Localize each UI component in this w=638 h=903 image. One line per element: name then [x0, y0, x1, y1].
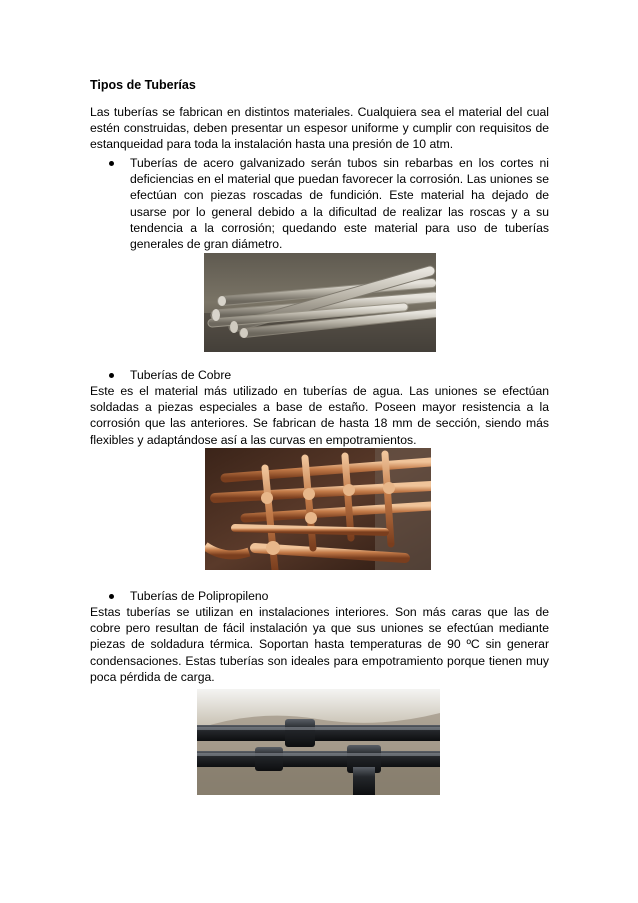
polypropylene-paragraph: Estas tuberías se utilizan en instalaciones interiores. Son más caras que las de cobre pero resultan de fácil instalación ya que sus uniones se efectúan mediante piezas de soldadura térmica. Soportan hasta temperaturas de 90 ºC sin generar condensaciones. Estas tuberías son ideales para empotramiento porque tienen muy poca pérdida de carga. [90, 605, 549, 684]
bullet-steel-text: Tuberías de acero galvanizado serán tubos sin rebarbas en los cortes ni deficiencias en el material que puedan favorecer la corrosión. Las uniones se efectúan con piezas roscadas de fundición. Este material ha dejado de usarse por lo general debido a la dificultad de realizar las roscas y a su tendencia a la corrosión; quedando este material para uso de tuberías generales de gran diámetro. [130, 156, 549, 252]
bullet-dot-steel [109, 161, 114, 166]
bullet-dot-copper [109, 373, 114, 378]
bullet-polypropylene-label: Tuberías de Polipropileno [130, 589, 269, 603]
galvanized-steel-pipes-image [204, 253, 436, 352]
copper-paragraph: Este es el material más utilizado en tuberías de agua. Las uniones se efectúan soldadas a piezas especiales a base de estaño. Poseen mayor resistencia a la corrosión que las anteriores. Se fabrican de hasta 18 mm de sección, siendo más flexibles y adaptándose así a las curvas en empotramientos. [90, 384, 549, 447]
intro-paragraph: Las tuberías se fabrican en distintos materiales. Cualquiera sea el material del cual estén construidas, deben presentar un espesor uniforme y cumplir con requisitos de estanqueidad para toda la instalación hasta una presión de 10 atm. [90, 105, 549, 152]
bullet-copper-label: Tuberías de Cobre [130, 368, 232, 382]
polypropylene-pipes-image [197, 689, 440, 795]
document-title: Tipos de Tuberías [90, 78, 196, 92]
copper-pipes-image [205, 448, 431, 570]
bullet-dot-polypropylene [109, 594, 114, 599]
